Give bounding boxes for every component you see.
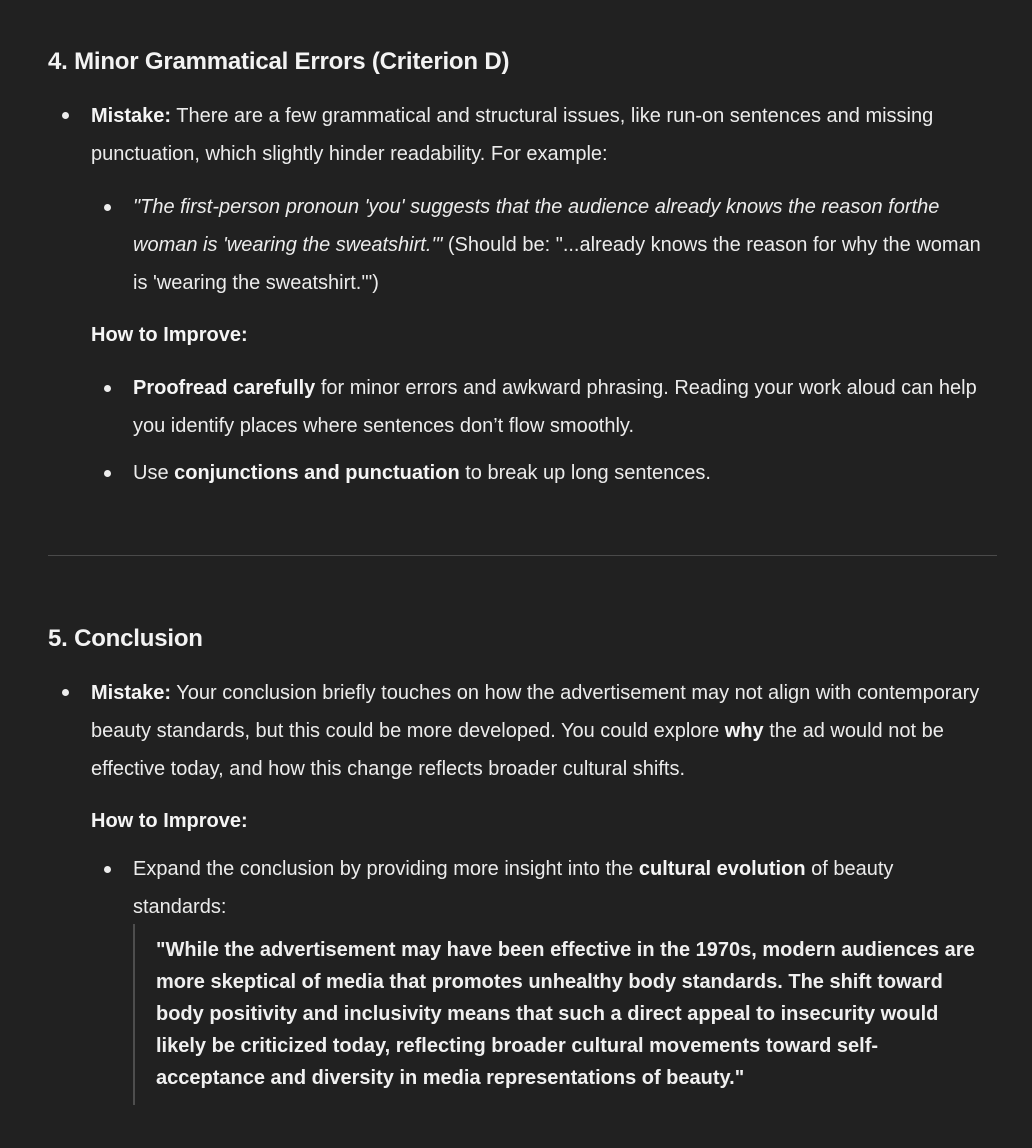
bullet-icon xyxy=(104,204,111,211)
section-5-mistake: Mistake: Your conclusion briefly touches on how the advertisement may not align with contemporary beauty standards, but this could be more developed. You could explore why the ad would not be effective today, and how this change reflects broader cultural shifts. xyxy=(91,682,980,780)
mistake-label: Mistake: xyxy=(91,105,172,127)
blockquote-bar xyxy=(133,924,135,1105)
example-quote: "The first-person pronoun 'you' suggests that the audience already knows the reason forthe woman is 'wearing the sweatshirt.'" xyxy=(133,196,940,256)
section-4-tip-1 xyxy=(133,369,1008,445)
bullet-icon xyxy=(62,689,69,696)
section-4-tip-2: Use conjunctions and punctuation to break up long sentences. xyxy=(133,462,711,484)
mistake-text: There are a few grammatical and structural issues, like run-on sentences and missing punctuation, which slightly hinder readability. For example: xyxy=(91,105,934,165)
example-correction: (Should be: "...already knows the reason for why the woman is 'wearing the sweatshirt.'") xyxy=(133,234,981,294)
bullet-icon xyxy=(62,112,69,119)
section-divider xyxy=(48,555,997,556)
section-4-mistake xyxy=(91,97,971,173)
tip-text: for minor errors and awkward phrasing. Reading your work aloud can help you identify places where sentences don’t flow smoothly. xyxy=(133,377,977,437)
section-4-heading: 4. Minor Grammatical Errors (Criterion D) xyxy=(48,48,510,75)
bullet-icon xyxy=(104,470,111,477)
mistake-label: Mistake: xyxy=(91,682,172,704)
tip-bold: cultural evolution xyxy=(638,858,806,880)
section-4-example xyxy=(133,188,988,302)
tip-bold: conjunctions and punctuation xyxy=(174,462,460,484)
bullet-icon xyxy=(104,866,111,873)
section-5-improve-label: How to Improve: xyxy=(91,810,248,832)
section-5-heading: 5. Conclusion xyxy=(48,625,203,652)
example-blockquote: "While the advertisement may have been effective in the 1970s, modern audiences are more skeptical of media that promotes unhealthy body standards. The shift toward body positivity and inclusivity means that such a direct appeal to insecurity would likely be criticized today, reflecting broader cultural movements toward self-acceptance and diversity in media representations of beauty." xyxy=(156,939,975,1089)
bullet-icon xyxy=(104,385,111,392)
section-5-tip-1: Expand the conclusion by providing more insight into the cultural evolution of beauty standards: xyxy=(133,858,894,918)
tip-bold: Proofread carefully xyxy=(133,377,316,399)
section-4-improve-label: How to Improve: xyxy=(91,324,248,346)
